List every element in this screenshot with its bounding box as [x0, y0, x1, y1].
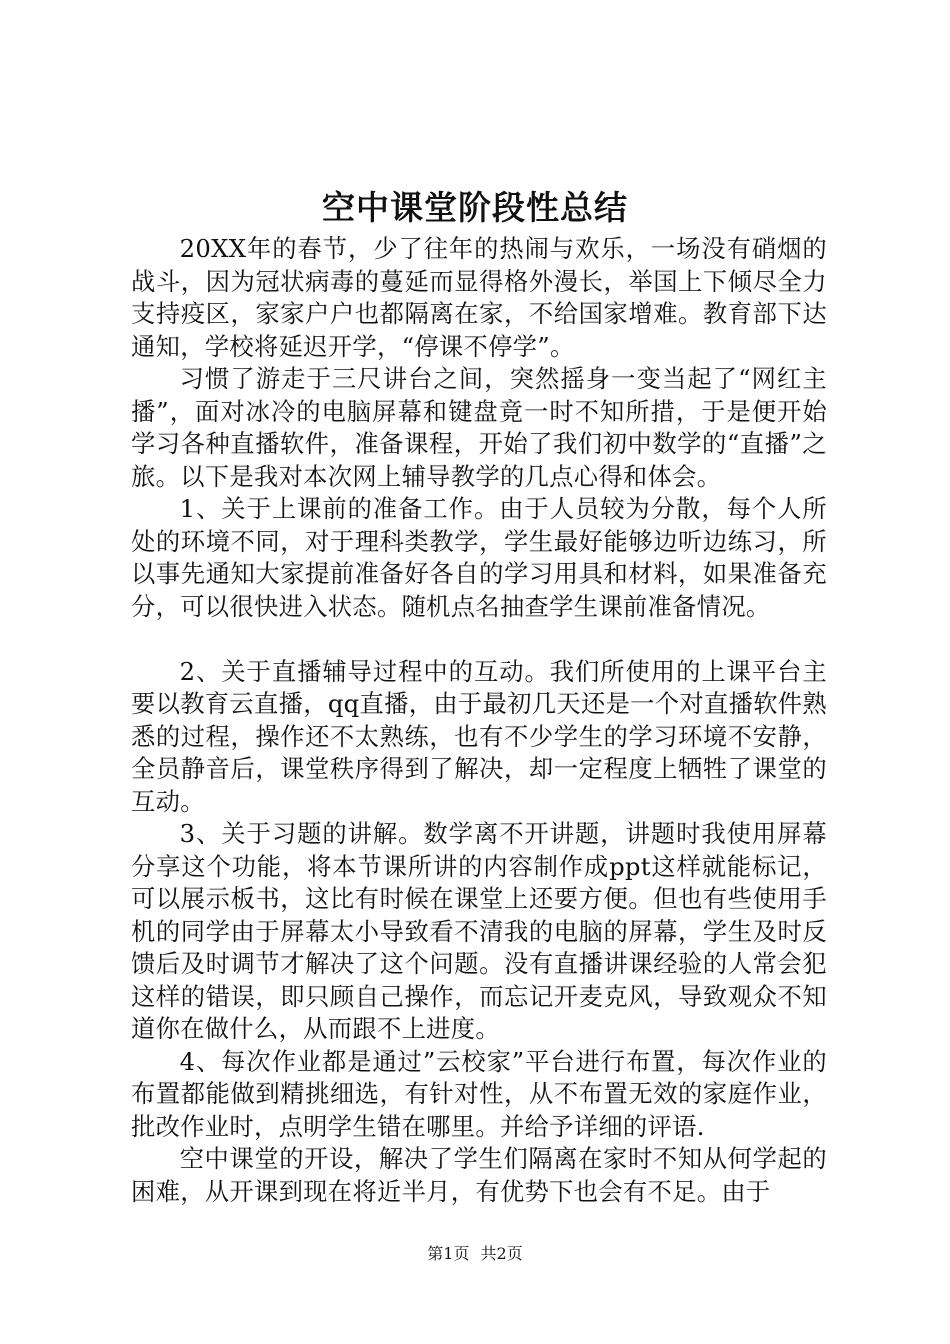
- paragraph-conclusion: 空中课堂的开设，解决了学生们隔离在家时不知从何学起的困难，从开课到现在将近半月，有优势下也会有不足。由于: [131, 1144, 827, 1206]
- paragraph-point-1: 1、关于上课前的准备工作。由于人员较为分散，每个人所处的环境不同，对于理科类教学，学生最好能够边听边练习，所以事先通知大家提前准备好各自的学习用具和材料，如果准备充分，可以很快进入状态。随机点名抽查学生课前准备情况。: [131, 494, 827, 621]
- page-footer: [0, 1243, 950, 1265]
- paragraph-point-2: 2、关于直播辅导过程中的互动。我们所使用的上课平台主要以教育云直播，qq直播，由于最初几天还是一个对直播软件熟悉的过程，操作还不太熟练，也有不少学生的学习环境不安静，全员静音后，课堂秩序得到了解决，却一定程度上牺牲了课堂的互动。: [131, 656, 827, 816]
- paragraph-live-stream: 习惯了游走于三尺讲台之间，突然摇身一变当起了“网红主播”，面对冰冷的电脑屏幕和键盘竟一时不知所措，于是便开始学习各种直播软件，准备课程，开始了我们初中数学的“直播”之旅。以下是我对本次网上辅导教学的几点心得和体会。: [131, 364, 827, 491]
- paragraph-point-4: 4、每次作业都是通过”云校家”平台进行布置，每次作业的布置都能做到精挑细选，有针对性，从不布置无效的家庭作业，批改作业时，点明学生错在哪里。并给予详细的评语.: [131, 1046, 827, 1141]
- document-body: [131, 233, 827, 1208]
- page-number: 第1页: [427, 1244, 470, 1263]
- page-title: 空中课堂阶段性总结: [322, 188, 628, 227]
- paragraph-point-3: 3、关于习题的讲解。数学离不开讲题，讲题时我使用屏幕分享这个功能，将本节课所讲的内容制作成ppt这样就能标记，可以展示板书，这比有时候在课堂上还要方便。但也有些使用手机的同学由于屏幕太小导致看不清我的电脑的屏幕，学生及时反馈后及时调节才解决了这个问题。没有直播讲课经验的人常会犯这样的错误，即只顾自己操作，而忘记开麦克风，导致观众不知道你在做什么，从而跟不上进度。: [131, 819, 827, 1043]
- paragraph-intro: 20XX年的春节，少了往年的热闹与欢乐，一场没有硝烟的战斗，因为冠状病毒的蔓延而显得格外漫长，举国上下倾尽全力支持疫区，家家户户也都隔离在家，不给国家增难。教育部下达通知，学校将延迟开学，“停课不停学”。: [131, 234, 827, 361]
- page-total: 共2页: [480, 1244, 523, 1263]
